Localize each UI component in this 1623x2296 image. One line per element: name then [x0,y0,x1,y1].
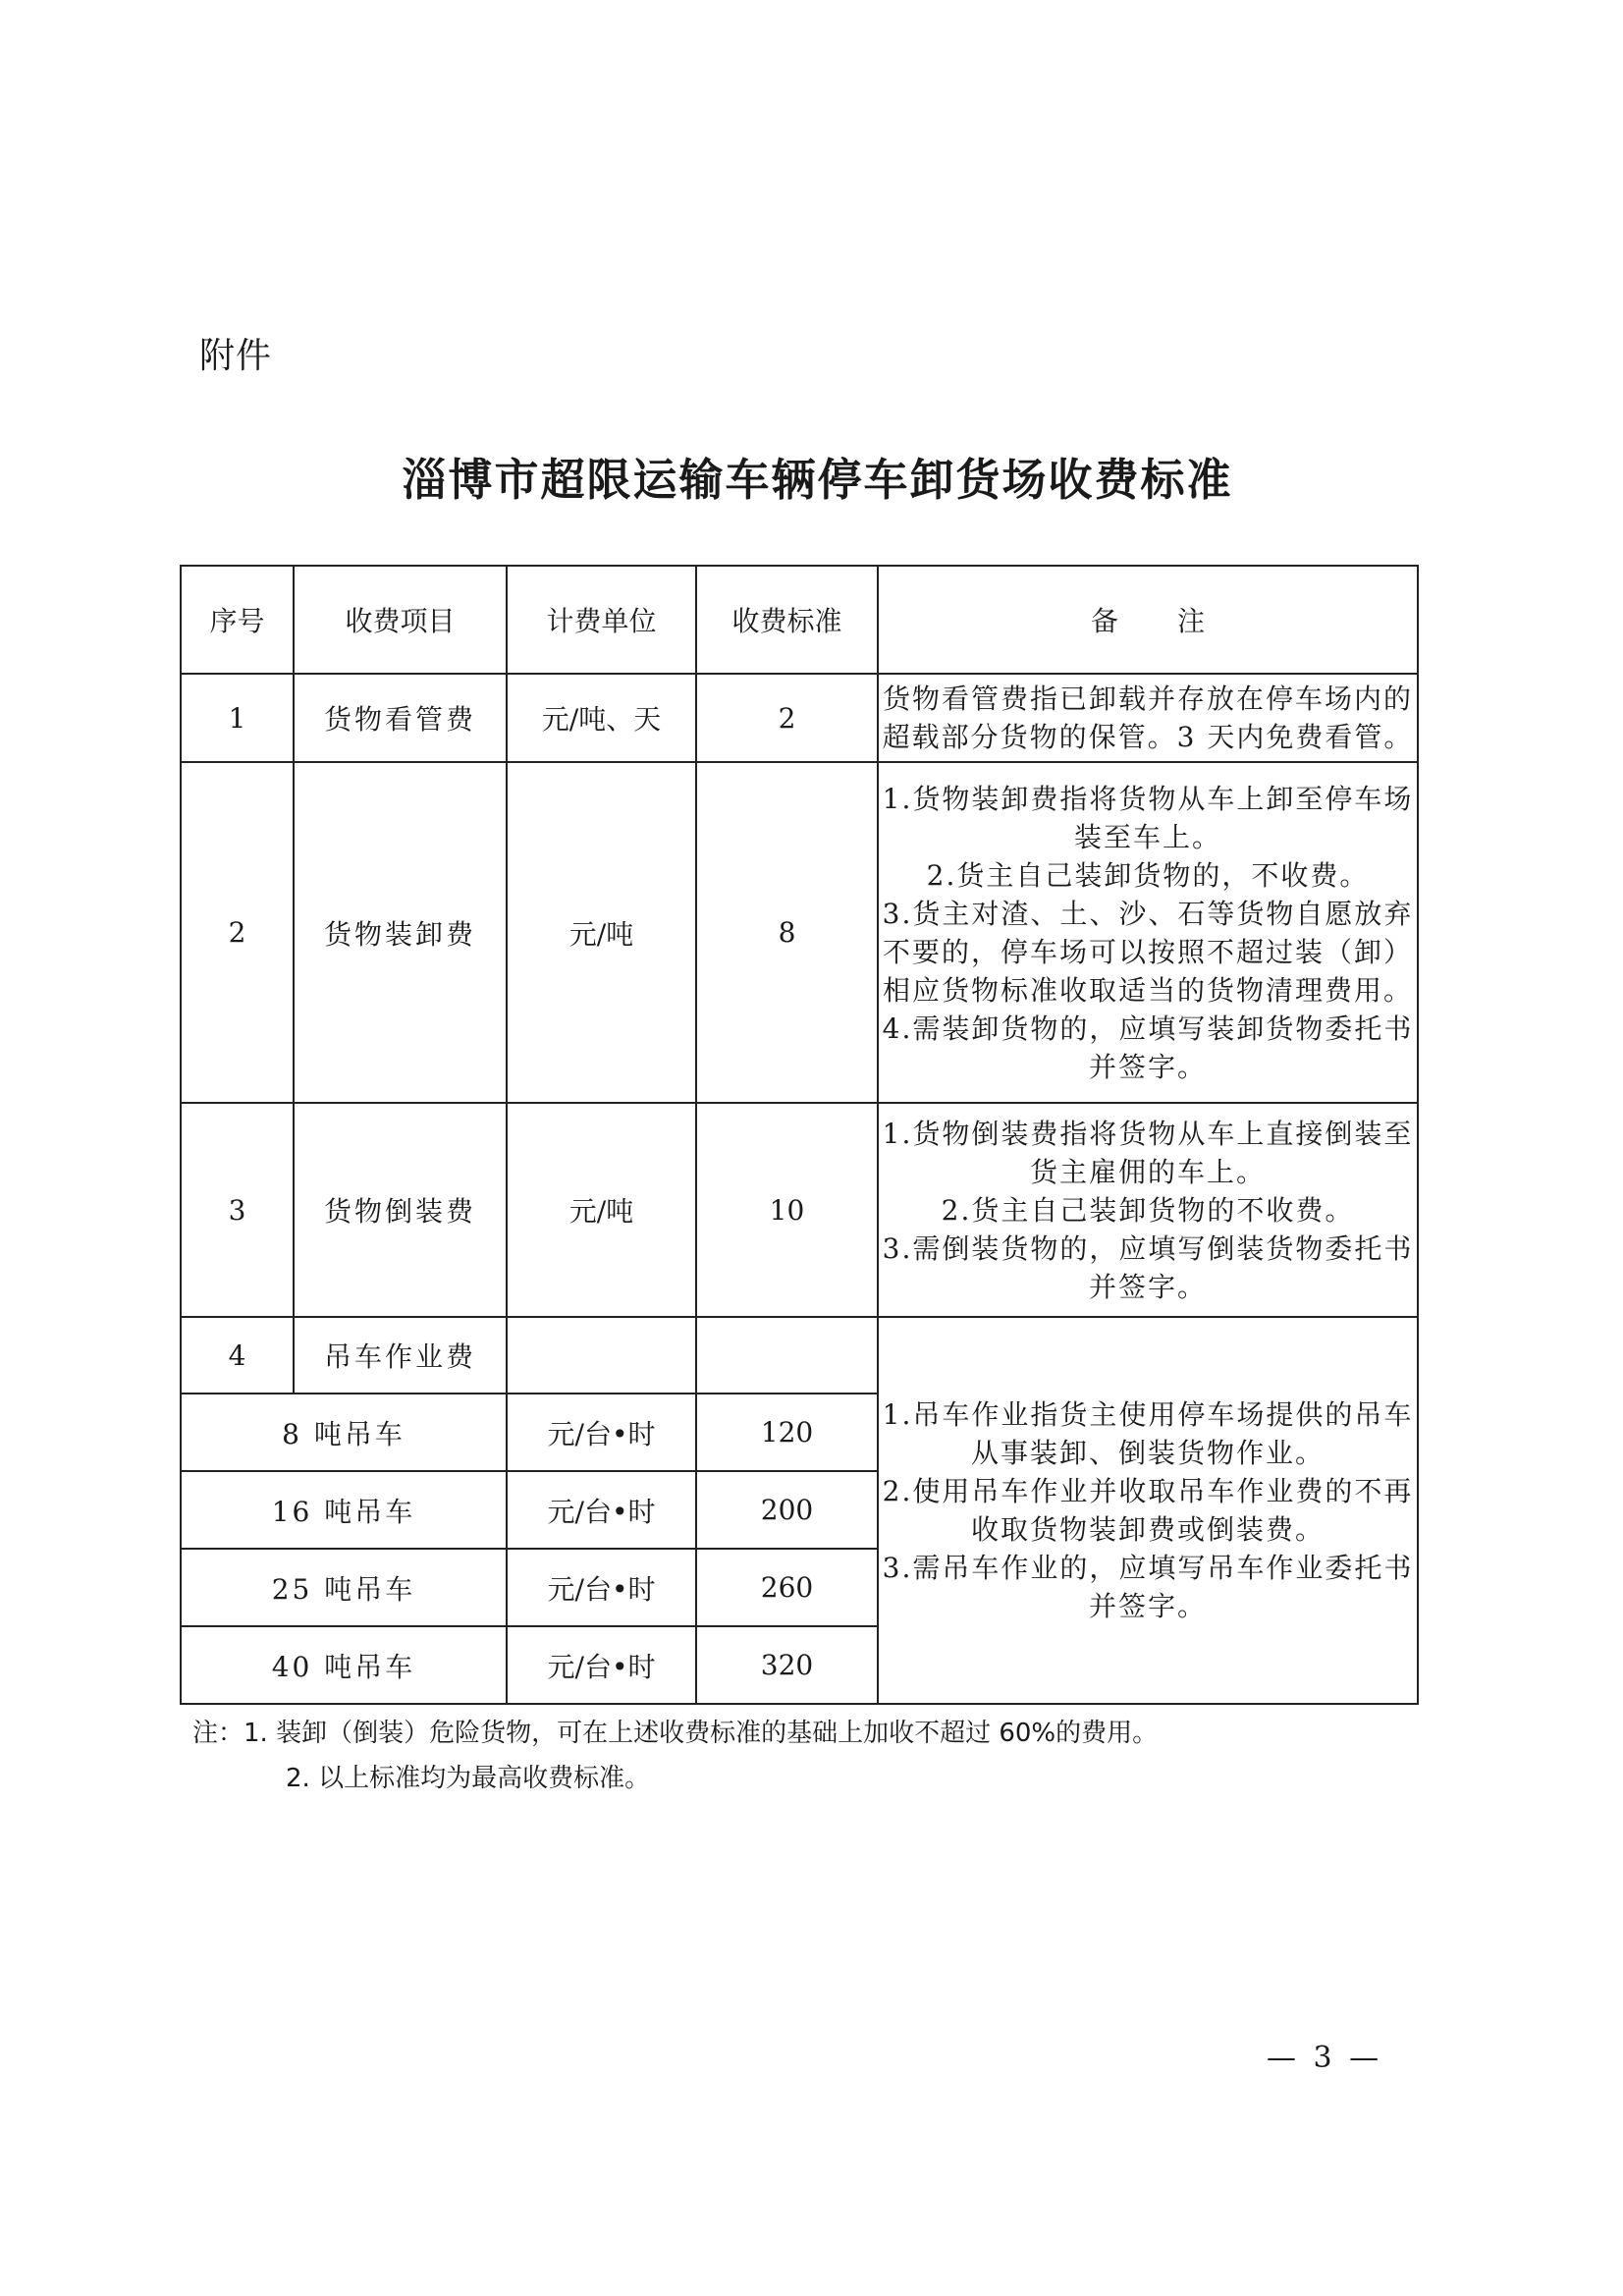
attachment-label: 附件 [199,336,273,376]
header-seq: 序号 [181,566,294,674]
crane-name: 25 吨吊车 [181,1549,507,1626]
crane-name: 8 吨吊车 [181,1394,507,1471]
header-item: 收费项目 [294,566,507,674]
row-seq: 3 [181,1103,294,1317]
note-line: 货物看管费指已卸载并存放在停车场内的超载部分货物的保管。3 天内免费看管。 [882,683,1414,753]
footnote-2: 2. 以上标准均为最高收费标准。 [286,1764,651,1793]
crane-name: 16 吨吊车 [181,1471,507,1549]
crane-name: 40 吨吊车 [181,1626,507,1704]
row-standard [696,1317,878,1394]
note-line: 2.货主自己装卸货物的，不收费。 [926,858,1370,892]
row-unit: 元/吨 [507,1103,696,1317]
note-line: 1.货物倒装费指将货物从车上直接倒装至货主雇佣的车上。 [882,1117,1414,1188]
note-line: 4.需装卸货物的，应填写装卸货物委托书并签字。 [882,1011,1414,1083]
note-line: 1.吊车作业指货主使用停车场提供的吊车从事装卸、倒装货物作业。 [882,1398,1414,1469]
header-standard: 收费标准 [696,566,878,674]
row-standard: 8 [696,762,878,1103]
table-row [181,1103,1418,1317]
row-item: 货物倒装费 [294,1103,507,1317]
row-unit: 元/吨 [507,762,696,1103]
crane-standard: 200 [696,1471,878,1549]
footnote-1: 注：1. 装卸（倒装）危险货物，可在上述收费标准的基础上加收不超过 60%的费用。 [192,1719,1159,1748]
crane-unit: 元/台•时 [507,1549,696,1626]
header-note: 备注 [878,566,1418,674]
row-item: 货物看管费 [294,674,507,762]
fee-standard-table [180,565,1419,1705]
table-row [181,1317,1418,1394]
row-unit [507,1317,696,1394]
row-note [878,1103,1418,1317]
crane-unit: 元/台•时 [507,1394,696,1471]
page-number: — 3 — [1267,2041,1383,2075]
row-seq: 1 [181,674,294,762]
row-unit: 元/吨、天 [507,674,696,762]
crane-standard: 120 [696,1394,878,1471]
row-standard: 2 [696,674,878,762]
row-note [878,674,1418,762]
note-line: 2.货主自己装卸货物的不收费。 [941,1193,1355,1227]
crane-standard: 260 [696,1549,878,1626]
note-line: 3.需吊车作业的，应填写吊车作业委托书并签字。 [882,1552,1414,1622]
table-row [181,674,1418,762]
crane-standard: 320 [696,1626,878,1704]
row-item: 吊车作业费 [294,1317,507,1394]
table-header-row [181,566,1418,674]
document-title: 淄博市超限运输车辆停车卸货场收费标准 [402,454,1233,506]
footnotes [192,1711,1158,1801]
table-row [181,762,1418,1103]
note-line: 3.需倒装货物的，应填写倒装货物委托书并签字。 [882,1231,1414,1303]
row-note [878,762,1418,1103]
row-seq: 2 [181,762,294,1103]
note-line: 3.货主对渣、土、沙、石等货物自愿放弃不要的，停车场可以按照不超过装（卸）相应货物标准收取适当的货物清理费用。 [882,897,1414,1007]
row-seq: 4 [181,1317,294,1394]
header-unit: 计费单位 [507,566,696,674]
note-line: 1.货物装卸费指将货物从车上卸至停车场装至车上。 [882,782,1414,853]
row-standard: 10 [696,1103,878,1317]
row-note [878,1317,1418,1704]
note-line: 2.使用吊车作业并收取吊车作业费的不再收取货物装卸费或倒装费。 [882,1475,1414,1546]
crane-unit: 元/台•时 [507,1626,696,1704]
row-item: 货物装卸费 [294,762,507,1103]
crane-unit: 元/台•时 [507,1471,696,1549]
